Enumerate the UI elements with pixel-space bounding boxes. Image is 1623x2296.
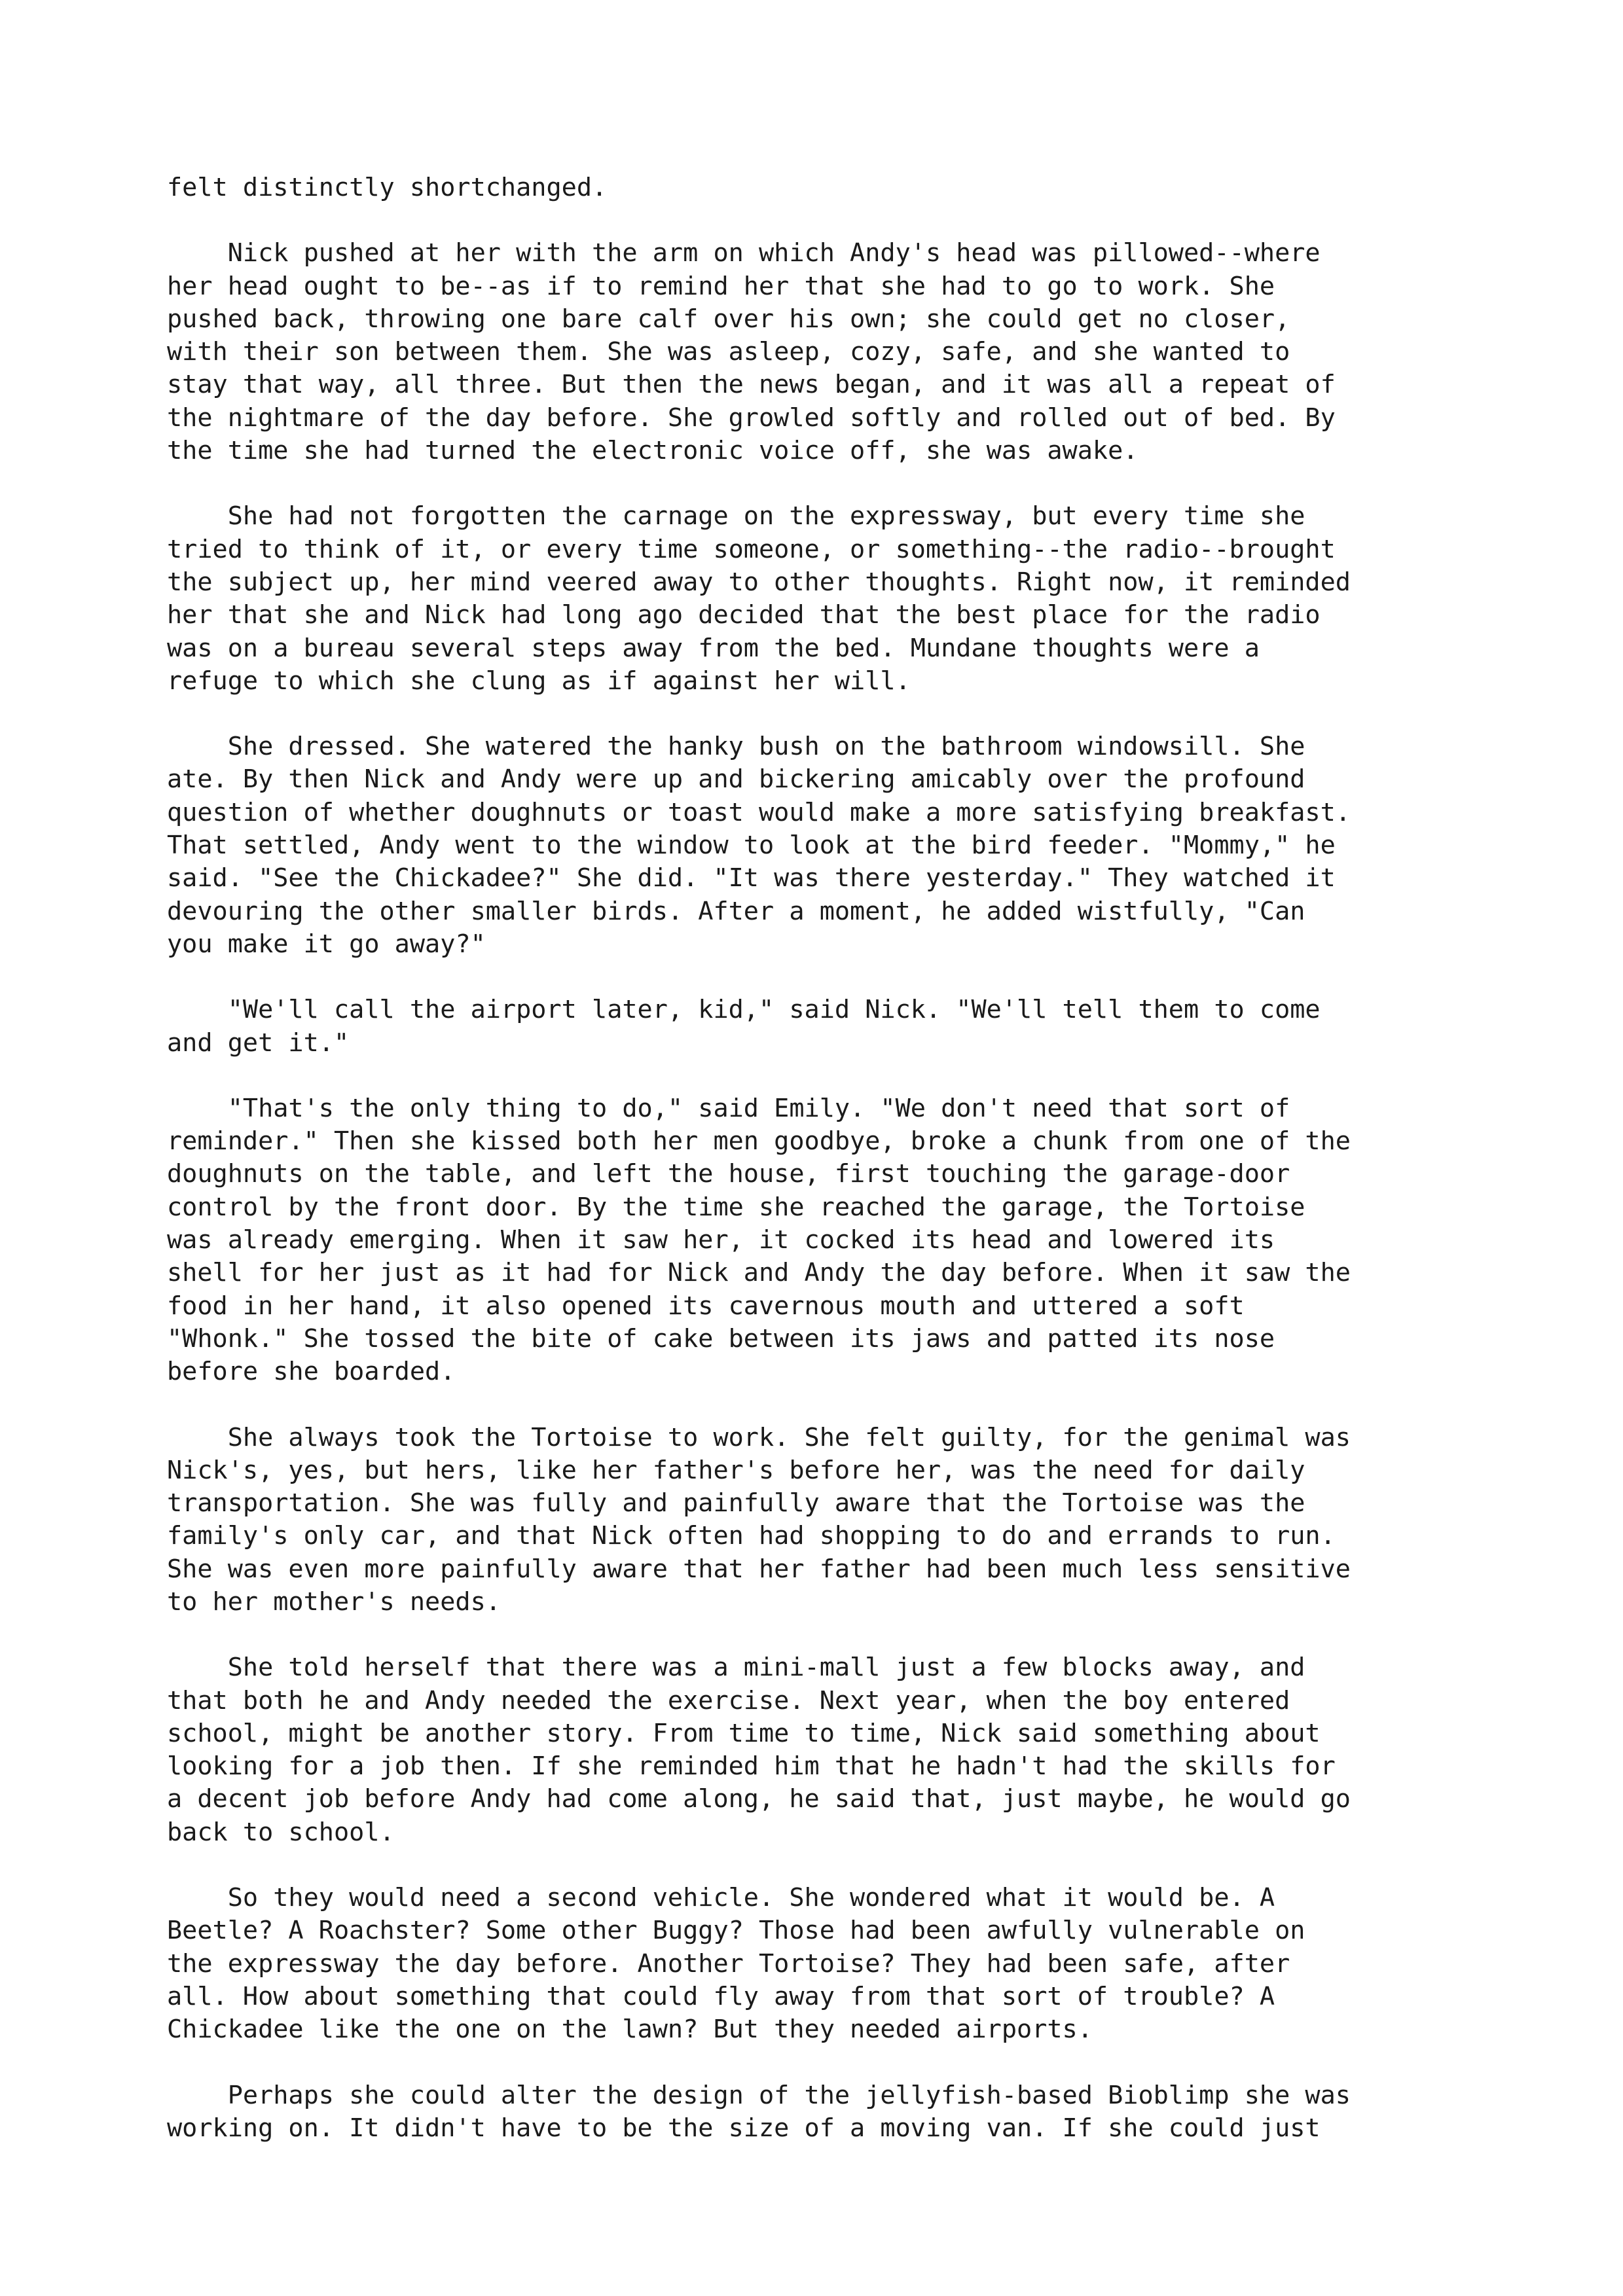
text-line: the subject up, her mind veered away to other thoughts. Right now, it reminded — [167, 567, 1351, 597]
text-line: Perhaps she could alter the design of the jellyfish-based Bioblimp she was — [167, 2080, 1351, 2110]
paragraph — [167, 994, 1503, 1060]
text-line: said. "See the Chickadee?" She did. "It was there yesterday." They watched it — [167, 863, 1336, 893]
text-line: Nick pushed at her with the arm on which Andy's head was pillowed--where — [167, 238, 1321, 268]
text-line: question of whether doughnuts or toast would make a more satisfying breakfast. — [167, 797, 1351, 827]
text-line: before she boarded. — [167, 1357, 456, 1387]
text-line: the nightmare of the day before. She growled softly and rolled out of bed. By — [167, 403, 1336, 433]
text-line: tried to think of it, or every time someone, or something--the radio--brought — [167, 534, 1336, 564]
text-line: transportation. She was fully and painfully aware that the Tortoise was the — [167, 1488, 1305, 1518]
text-line: stay that way, all three. But then the news began, and it was all a repeat of — [167, 370, 1336, 400]
text-line: devouring the other smaller birds. After a moment, he added wistfully, "Can — [167, 896, 1305, 926]
paragraph — [167, 237, 1503, 467]
text-line: that both he and Andy needed the exercise. Next year, when the boy entered — [167, 1685, 1290, 1715]
paragraph — [167, 1092, 1503, 1389]
text-line: was already emerging. When it saw her, it cocked its head and lowered its — [167, 1225, 1275, 1255]
text-line: She told herself that there was a mini-mall just a few blocks away, and — [167, 1653, 1305, 1683]
text-line: family's only car, and that Nick often had shopping to do and errands to run. — [167, 1521, 1336, 1551]
text-line: working on. It didn't have to be the size of a moving van. If she could just — [167, 2113, 1321, 2143]
text-line: felt distinctly shortchanged. — [167, 173, 608, 202]
text-line: She had not forgotten the carnage on the expressway, but every time she — [167, 501, 1305, 531]
text-line: "Whonk." She tossed the bite of cake between its jaws and patted its nose — [167, 1323, 1275, 1354]
text-line: She always took the Tortoise to work. She felt guilty, for the genimal was — [167, 1422, 1351, 1452]
text-line: looking for a job then. If she reminded him that he hadn't had the skills for — [167, 1751, 1336, 1782]
text-line: all. How about something that could fly away from that sort of trouble? A — [167, 1981, 1275, 2011]
text-line: you make it go away?" — [167, 929, 486, 959]
text-line: "That's the only thing to do," said Emily. "We don't need that sort of — [167, 1093, 1290, 1123]
text-line: shell for her just as it had for Nick and Andy the day before. When it saw the — [167, 1258, 1351, 1288]
paragraph — [167, 500, 1503, 698]
paragraph — [167, 1651, 1503, 1849]
text-line: She dressed. She watered the hanky bush on the bathroom windowsill. She — [167, 732, 1305, 762]
text-line: control by the front door. By the time she reached the garage, the Tortoise — [167, 1192, 1305, 1222]
text-line: a decent job before Andy had come along, he said that, just maybe, he would go — [167, 1784, 1351, 1814]
text-line: ate. By then Nick and Andy were up and bickering amicably over the profound — [167, 764, 1305, 795]
paragraph — [167, 730, 1503, 961]
text-line: She was even more painfully aware that her father had been much less sensitive — [167, 1554, 1351, 1584]
text-line: school, might be another story. From time to time, Nick said something about — [167, 1718, 1321, 1748]
text-line: Chickadee like the one on the lawn? But they needed airports. — [167, 2015, 1093, 2045]
text-line: and get it." — [167, 1028, 350, 1058]
text-line: Nick's, yes, but hers, like her father's before her, was the need for daily — [167, 1455, 1305, 1485]
text-line: reminder." Then she kissed both her men goodbye, broke a chunk from one of the — [167, 1126, 1351, 1157]
paragraph — [167, 1422, 1503, 1619]
text-line: the expressway the day before. Another Tortoise? They had been safe, after — [167, 1948, 1290, 1979]
body-text — [167, 171, 1503, 2178]
text-line: pushed back, throwing one bare calf over his own; she could get no closer, — [167, 304, 1290, 334]
text-line: refuge to which she clung as if against her will. — [167, 666, 911, 696]
text-line: her head ought to be--as if to remind her that she had to go to work. She — [167, 271, 1275, 301]
paragraph — [167, 1882, 1503, 2046]
text-line: Beetle? A Roachster? Some other Buggy? Those had been awfully vulnerable on — [167, 1916, 1305, 1946]
paragraph — [167, 2079, 1503, 2145]
text-line: food in her hand, it also opened its cavernous mouth and uttered a soft — [167, 1291, 1245, 1321]
text-line: "We'll call the airport later, kid," said Nick. "We'll tell them to come — [167, 995, 1321, 1025]
paragraph — [167, 171, 1503, 204]
text-line: the time she had turned the electronic voice off, she was awake. — [167, 436, 1139, 466]
text-line: to her mother's needs. — [167, 1587, 501, 1617]
text-line: doughnuts on the table, and left the house, first touching the garage-door — [167, 1159, 1290, 1189]
text-line: So they would need a second vehicle. She wondered what it would be. A — [167, 1883, 1275, 1913]
text-line: back to school. — [167, 1817, 395, 1847]
text-line: was on a bureau several steps away from the bed. Mundane thoughts were a — [167, 633, 1260, 663]
text-line: with their son between them. She was asleep, cozy, safe, and she wanted to — [167, 337, 1290, 367]
text-line: her that she and Nick had long ago decided that the best place for the radio — [167, 600, 1321, 630]
text-line: That settled, Andy went to the window to look at the bird feeder. "Mommy," he — [167, 831, 1336, 861]
